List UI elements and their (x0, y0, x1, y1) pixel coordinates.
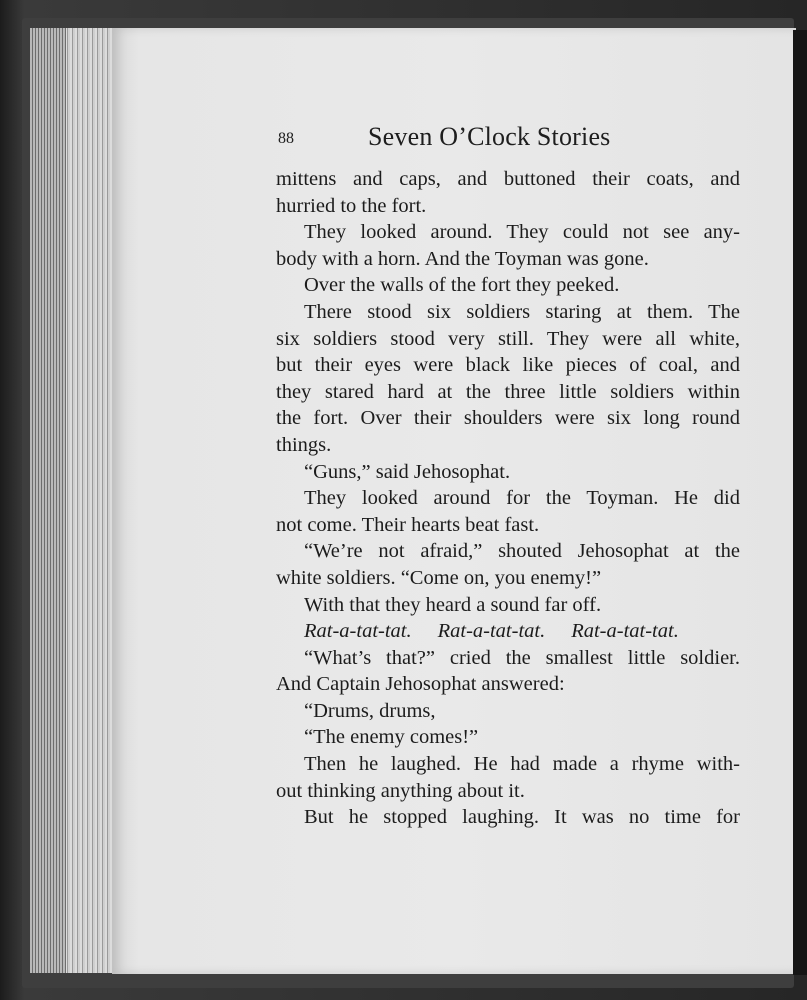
page-header (278, 122, 738, 156)
drum-sound: Rat-a-tat-tat. (304, 620, 412, 643)
text-line: six soldiers stood very still. They were all white, (276, 327, 740, 350)
text-line: They looked around. They could not see any- (304, 221, 740, 244)
text-line: they stared hard at the three little soldiers within (276, 380, 740, 403)
italic-drum-line (276, 618, 740, 645)
text-line: “The enemy comes!” (304, 726, 479, 749)
text-line: With that they heard a sound far off. (304, 593, 602, 616)
scan-right-edge (793, 30, 807, 975)
text-line: “Guns,” said Jehosophat. (304, 460, 511, 483)
running-title: Seven O’Clock Stories (368, 122, 611, 151)
text-line: They looked around for the Toyman. He did (304, 487, 740, 510)
text-line: hurried to the fort. (276, 194, 427, 217)
text-line: There stood six soldiers staring at them. The (304, 300, 740, 323)
page-stack-shadow (30, 28, 66, 973)
text-line: “Drums, drums, (304, 699, 436, 722)
text-line: “We’re not afraid,” shouted Jehosophat at the (304, 540, 740, 563)
text-line: Over the walls of the fort they peeked. (304, 274, 620, 297)
text-line: the fort. Over their shoulders were six long round (276, 407, 740, 430)
text-line: out thinking anything about it. (276, 779, 525, 802)
drum-sound: Rat-a-tat-tat. (437, 620, 546, 643)
text-line: mittens and caps, and buttoned their coats, and (276, 168, 740, 190)
text-line: body with a horn. And the Toyman was gone. (276, 247, 649, 270)
text-line: “What’s that?” cried the smallest little soldier. (304, 646, 740, 669)
text-line: But he stopped laughing. It was no time for (304, 806, 740, 829)
text-line: but their eyes were black like pieces of coal, and (276, 354, 740, 377)
text-line: And Captain Jehosophat answered: (276, 673, 565, 696)
text-line: not come. Their hearts beat fast. (276, 513, 540, 536)
text-line: Then he laughed. He had made a rhyme with- (304, 753, 740, 776)
text-line: things. (276, 433, 332, 456)
body-text (276, 166, 740, 831)
page-number: 88 (278, 130, 294, 147)
drum-sound: Rat-a-tat-tat. (571, 620, 679, 643)
text-line: white soldiers. “Come on, you enemy!” (276, 566, 602, 589)
